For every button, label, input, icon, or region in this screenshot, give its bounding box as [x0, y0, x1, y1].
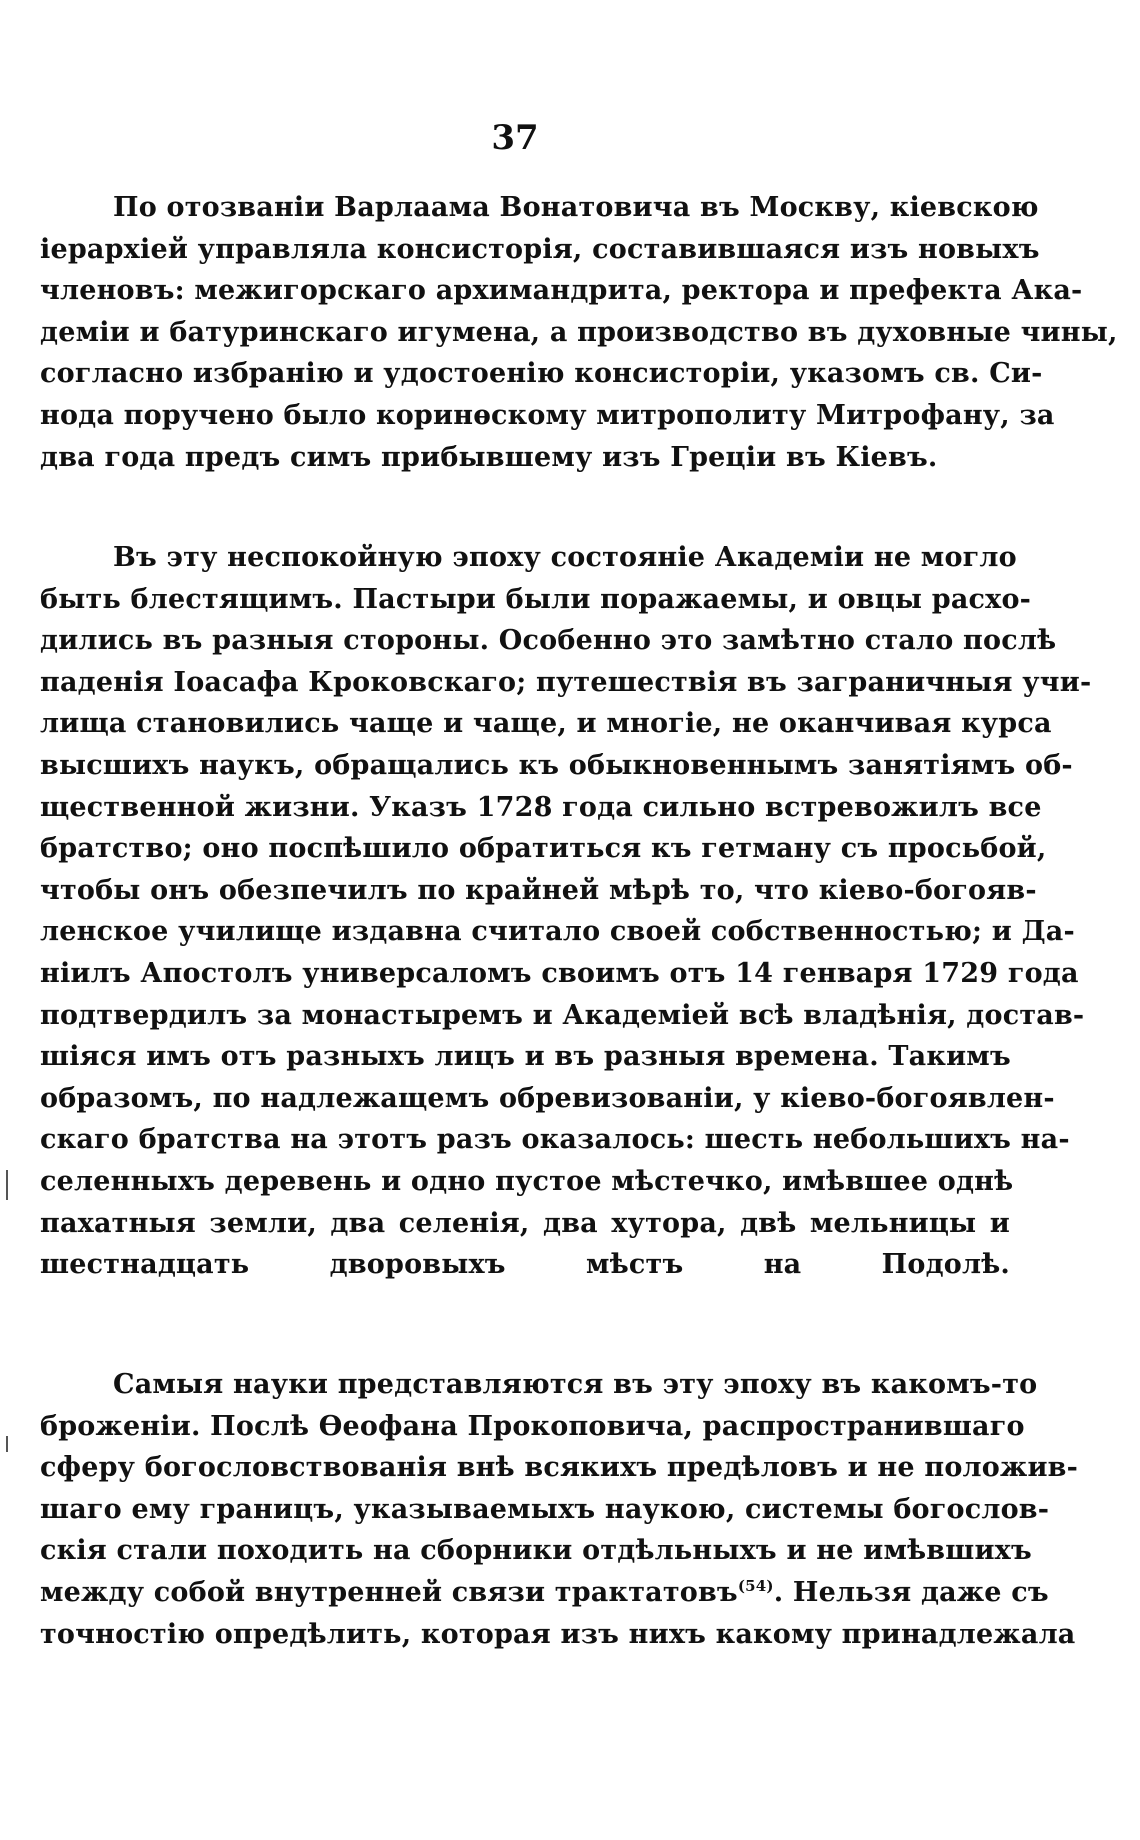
- footnote-reference[interactable]: (54): [737, 1576, 774, 1595]
- paragraph-1: [40, 187, 1118, 478]
- line-text: между собой внутренней связи трактатовъ: [40, 1576, 738, 1608]
- paragraph-line: Самыя науки представляются въ эту эпоху въ какомъ-то: [113, 1369, 1038, 1400]
- paragraph-line: ніилъ Апостолъ универсаломъ своимъ отъ 14 генваря 1729 года: [40, 957, 1079, 989]
- paragraph-line: точностію опредѣлить, которая изъ нихъ какому принадлежала: [40, 1618, 1076, 1650]
- paragraph-line: пахатныя земли, два селенія, два хутора, двѣ мельницы и: [40, 1207, 1010, 1239]
- paragraph-line: дились въ разныя стороны. Особенно это замѣтно стало послѣ: [40, 625, 1057, 657]
- paragraph-3: [40, 1364, 1079, 1655]
- paragraph-line: шаго ему границъ, указываемыхъ наукою, системы богослов-: [40, 1493, 1050, 1525]
- paragraph-line: братство; оно поспѣшило обратиться къ гетману съ просьбой,: [40, 833, 1047, 865]
- paragraph-line: высшихъ наукъ, обращались къ обыкновеннымъ занятіямъ об-: [40, 749, 1073, 781]
- paragraph-line: два года предъ симъ прибывшему изъ Греціи въ Кіевъ.: [40, 441, 938, 473]
- paragraph-line: іерархіей управляла консисторія, составившаяся изъ новыхъ: [40, 233, 1040, 265]
- paragraph-line: скаго братства на этотъ разъ оказалось: шесть небольшихъ на-: [40, 1124, 1070, 1156]
- paragraph-2: [40, 537, 1092, 1286]
- paragraph-line: броженіи. Послѣ Ѳеофана Прокоповича, распространившаго: [40, 1410, 1025, 1442]
- paragraph-line: согласно избранію и удостоенію консисторіи, указомъ св. Си-: [40, 358, 1043, 390]
- margin-mark: [6, 1436, 8, 1452]
- paragraph-line: подтвердилъ за монастыремъ и Академіей всѣ владѣнія, достав-: [40, 999, 1085, 1031]
- paragraph-line: щественной жизни. Указъ 1728 года сильно встревожилъ все: [40, 791, 1042, 823]
- paragraph-line: паденія Іоасафа Кроковскаго; путешествія въ заграничныя учи-: [40, 666, 1092, 698]
- paragraph-line: скія стали походить на сборники отдѣльныхъ и не имѣвшихъ: [40, 1535, 1032, 1567]
- paragraph-line: Въ эту неспокойную эпоху состояніе Академіи не могло: [113, 542, 1017, 573]
- line-text-tail: . Нельзя даже съ: [773, 1576, 1049, 1608]
- paragraph-line-with-footnote: [40, 1572, 1049, 1614]
- paragraph-line: шестнадцать дворовыхъ мѣстъ на Подолѣ.: [40, 1249, 1010, 1281]
- paragraph-line: сферу богословствованія внѣ всякихъ предѣловъ и не положив-: [40, 1452, 1079, 1484]
- paragraph-line: чтобы онъ обезпечилъ по крайней мѣрѣ то, что кіево-богояв-: [40, 874, 1037, 906]
- paragraph-line: шіяся имъ отъ разныхъ лицъ и въ разныя времена. Такимъ: [40, 1041, 1011, 1073]
- page-number: 37: [491, 118, 539, 158]
- paragraph-line: деміи и батуринскаго игумена, а производство въ духовные чины,: [40, 316, 1118, 348]
- paragraph-line: образомъ, по надлежащемъ обревизованіи, у кіево-богоявлен-: [40, 1082, 1055, 1114]
- paragraph-line: быть блестящимъ. Пастыри были поражаемы, и овцы расхо-: [40, 583, 1032, 615]
- paragraph-line: лища становились чаще и чаще, и многіе, не оканчивая курса: [40, 708, 1052, 740]
- paragraph-line: По отозваніи Варлаама Вонатовича въ Москву, кіевскою: [113, 192, 1039, 223]
- paragraph-line: нода поручено было коринѳскому митрополиту Митрофану, за: [40, 399, 1055, 431]
- paragraph-line: селенныхъ деревень и одно пустое мѣстечко, имѣвшее однѣ: [40, 1165, 1014, 1197]
- paragraph-line: членовъ: межигорскаго архимандрита, ректора и префекта Ака-: [40, 275, 1083, 307]
- paragraph-line: ленское училище издавна считало своей собственностью; и Да-: [40, 916, 1075, 948]
- margin-mark: [6, 1170, 8, 1200]
